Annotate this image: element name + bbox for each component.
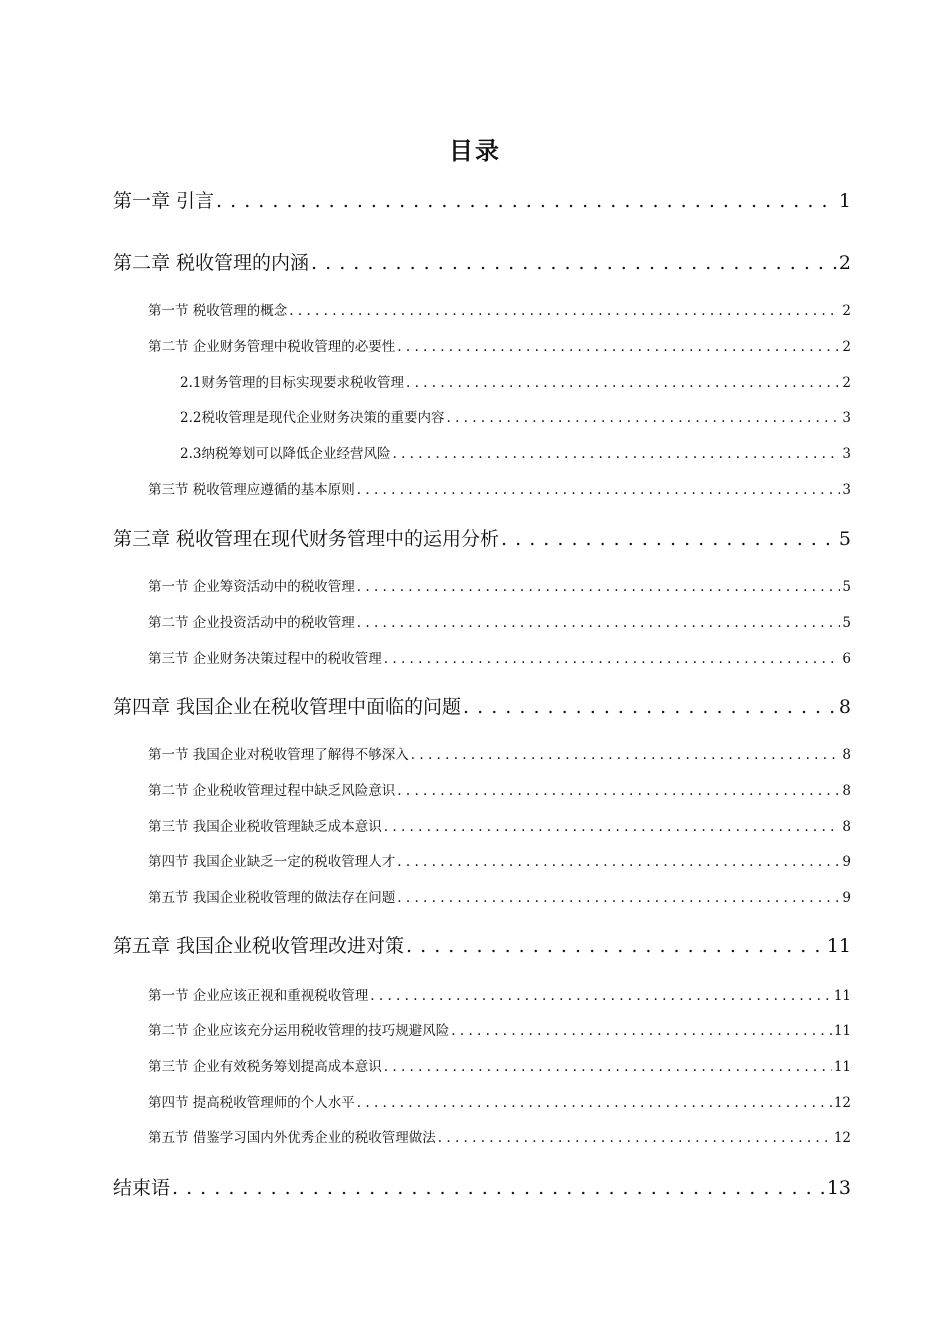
dot-leader — [357, 576, 841, 598]
toc-entry-label: 第二节 企业投资活动中的税收管理 — [148, 615, 355, 631]
toc-entry-page: 8 — [842, 819, 851, 835]
toc-entry-page: 6 — [842, 651, 851, 667]
toc-entry-label: 第一节 税收管理的概念 — [148, 303, 288, 319]
toc-entry-label: 第四章 我国企业在税收管理中面临的问题 — [113, 696, 462, 718]
toc-entry-page: 9 — [842, 854, 851, 870]
toc-entry-section[interactable] — [148, 851, 851, 873]
dot-leader — [384, 1056, 832, 1078]
toc-entry-subsection[interactable] — [180, 407, 851, 429]
dot-leader — [384, 648, 841, 670]
toc-entry-page: 8 — [842, 747, 851, 763]
dot-leader — [438, 1127, 832, 1149]
toc-entry-page: 13 — [826, 1177, 851, 1199]
toc-entry-page: 8 — [838, 696, 851, 718]
toc-entry-section[interactable] — [148, 780, 851, 802]
toc-entry-page: 11 — [826, 935, 851, 957]
dot-leader — [397, 336, 840, 358]
toc-entry-label: 2.1财务管理的目标实现要求税收管理 — [180, 375, 404, 391]
toc-entry-page: 3 — [842, 482, 851, 498]
toc-entry-section[interactable] — [148, 612, 851, 634]
toc-entry-page: 3 — [842, 446, 851, 462]
toc-entry-section[interactable] — [148, 985, 851, 1007]
toc-entry-section[interactable] — [148, 1056, 851, 1078]
toc-entry-label: 第四节 我国企业缺乏一定的税收管理人才 — [148, 854, 396, 870]
toc-entry-label: 第三节 企业有效税务筹划提高成本意识 — [148, 1059, 382, 1075]
toc-entry-chapter[interactable] — [113, 187, 851, 215]
toc-entry-label: 第一节 我国企业对税收管理了解得不够深入 — [148, 747, 409, 763]
toc-entry-section[interactable] — [148, 816, 851, 838]
toc-entry-label: 第三章 税收管理在现代财务管理中的运用分析 — [113, 528, 500, 550]
dot-leader — [446, 407, 840, 429]
toc-entry-section[interactable] — [148, 479, 851, 501]
toc-entry-label: 第二章 税收管理的内涵 — [113, 252, 310, 274]
toc-entry-label: 第二节 企业财务管理中税收管理的必要性 — [148, 339, 396, 355]
dot-leader — [397, 780, 840, 802]
dot-leader — [357, 612, 841, 634]
dot-leader — [311, 249, 837, 277]
toc-entry-label: 第五章 我国企业税收管理改进对策 — [113, 935, 405, 957]
dot-leader — [289, 300, 840, 322]
toc-entry-label: 第三节 企业财务决策过程中的税收管理 — [148, 651, 382, 667]
toc-entry-page: 2 — [842, 339, 851, 355]
toc-entry-page: 2 — [842, 303, 851, 319]
dot-leader — [357, 479, 841, 501]
toc-entry-label: 第一节 企业应该正视和重视税收管理 — [148, 988, 369, 1004]
dot-leader — [172, 1174, 825, 1202]
toc-entry-section[interactable] — [148, 300, 851, 322]
dot-leader — [392, 443, 840, 465]
toc-entry-chapter[interactable] — [113, 932, 851, 960]
toc-entry-page: 5 — [842, 615, 851, 631]
toc-entry-section[interactable] — [148, 1092, 851, 1114]
toc-entry-section[interactable] — [148, 1020, 851, 1042]
toc-entry-label: 第五节 我国企业税收管理的做法存在问题 — [148, 890, 396, 906]
dot-leader — [357, 1092, 832, 1114]
toc-entry-section[interactable] — [148, 1127, 851, 1149]
toc-entry-page: 11 — [833, 1023, 851, 1039]
toc-entry-page: 11 — [833, 988, 851, 1004]
dot-leader — [451, 1020, 832, 1042]
toc-entry-chapter[interactable] — [113, 525, 851, 553]
toc-entry-page: 12 — [833, 1130, 851, 1146]
toc-entry-label: 第四节 提高税收管理师的个人水平 — [148, 1095, 355, 1111]
toc-entry-page: 1 — [838, 190, 851, 212]
toc-entry-label: 2.3纳税筹划可以降低企业经营风险 — [180, 446, 391, 462]
dot-leader — [411, 744, 841, 766]
toc-entry-label: 第一章 引言 — [113, 190, 215, 212]
dot-leader — [397, 851, 840, 873]
toc-entry-label: 结束语 — [113, 1177, 171, 1199]
toc-entry-section[interactable] — [148, 648, 851, 670]
toc-entry-section[interactable] — [148, 336, 851, 358]
dot-leader — [406, 372, 840, 394]
toc-entry-label: 2.2税收管理是现代企业财务决策的重要内容 — [180, 410, 445, 426]
toc-entry-label: 第三节 我国企业税收管理缺乏成本意识 — [148, 819, 382, 835]
toc-entry-conclusion[interactable] — [113, 1174, 851, 1202]
dot-leader — [463, 693, 837, 721]
toc-entry-page: 5 — [838, 528, 851, 550]
dot-leader — [384, 816, 841, 838]
toc-entry-label: 第一节 企业筹资活动中的税收管理 — [148, 579, 355, 595]
toc-entry-subsection[interactable] — [180, 372, 851, 394]
toc-entry-label: 第二节 企业税收管理过程中缺乏风险意识 — [148, 783, 396, 799]
dot-leader — [406, 932, 825, 960]
toc-entry-page: 2 — [842, 375, 851, 391]
toc-entry-page: 5 — [842, 579, 851, 595]
toc-entry-label: 第二节 企业应该充分运用税收管理的技巧规避风险 — [148, 1023, 450, 1039]
toc-entry-chapter[interactable] — [113, 693, 851, 721]
toc-entry-subsection[interactable] — [180, 443, 851, 465]
toc-title: 目录 — [449, 137, 501, 165]
dot-leader — [216, 187, 837, 215]
dot-leader — [501, 525, 837, 553]
toc-entry-label: 第五节 借鉴学习国内外优秀企业的税收管理做法 — [148, 1130, 436, 1146]
toc-entry-label: 第三节 税收管理应遵循的基本原则 — [148, 482, 355, 498]
toc-entry-chapter[interactable] — [113, 249, 851, 277]
toc-entry-page: 11 — [833, 1059, 851, 1075]
dot-leader — [370, 985, 832, 1007]
toc-entry-section[interactable] — [148, 576, 851, 598]
toc-entry-page: 8 — [842, 783, 851, 799]
dot-leader — [397, 887, 840, 909]
toc-entry-section[interactable] — [148, 887, 851, 909]
toc-entry-page: 3 — [842, 410, 851, 426]
toc-entry-page: 2 — [838, 252, 851, 274]
toc-entry-page: 9 — [842, 890, 851, 906]
toc-entry-section[interactable] — [148, 744, 851, 766]
toc-entry-page: 12 — [833, 1095, 851, 1111]
